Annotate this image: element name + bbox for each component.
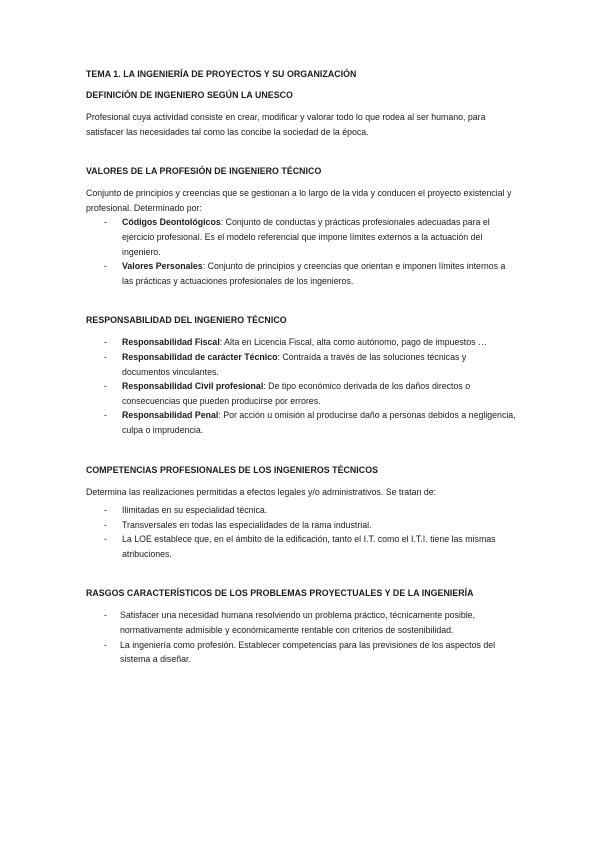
dash-bullet: - bbox=[104, 351, 107, 362]
item-text: La LOE establece que, en el ámbito de la edificación, tanto el I.T. como el I.T.I. tiene las mismas atribuciones. bbox=[122, 534, 496, 559]
item-lead: Códigos Deontológicos bbox=[122, 217, 221, 228]
item-lead: Valores Personales bbox=[122, 261, 203, 272]
section-heading-valores: VALORES DE LA PROFESIÓN DE INGENIERO TÉCNICO bbox=[86, 166, 322, 177]
list-item bbox=[86, 335, 516, 350]
section-heading-responsabilidad: RESPONSABILIDAD DEL INGENIERO TÉCNICO bbox=[86, 315, 287, 326]
item-lead: Responsabilidad Penal bbox=[122, 410, 219, 421]
item-text: : Conjunto de conductas y prácticas profesionales adecuadas para el ejercicio profesional. Es el modelo referencial que impone límites externos a la actuación del ingeniero. bbox=[122, 217, 490, 257]
section-paragraph-competencias: Determina las realizaciones permitidas a efectos legales y/o administrativos. Se tratan de: bbox=[86, 486, 437, 497]
list-item bbox=[86, 638, 516, 667]
list-competencias bbox=[86, 503, 516, 561]
item-lead: Responsabilidad Civil profesional bbox=[122, 381, 264, 392]
section-heading-rasgos: RASGOS CARACTERÍSTICOS DE LOS PROBLEMAS PROYECTUALES Y DE LA INGENIERÍA bbox=[86, 588, 474, 599]
dash-bullet: - bbox=[104, 337, 107, 348]
section-paragraph-valores: Conjunto de principios y creencias que se gestionan a lo largo de la vida y conducen el proyecto existencial y profesional. Determinado por: bbox=[86, 188, 512, 213]
item-text: La ingeniería como profesión. Establecer competencias para las previsiones de los aspectos del sistema a diseñar. bbox=[120, 639, 496, 665]
list-responsabilidad bbox=[86, 335, 516, 437]
list-valores bbox=[86, 215, 516, 288]
list-item bbox=[86, 379, 516, 408]
list-rasgos bbox=[86, 608, 516, 666]
item-text: : Conjunto de principios y creencias que orientan e imponen límites internos a las prácticas y actuaciones profesionales de los ingenieros. bbox=[122, 261, 506, 286]
list-item bbox=[86, 350, 516, 379]
dash-bullet: - bbox=[104, 410, 107, 421]
document-title: TEMA 1. LA INGENIERÍA DE PROYECTOS Y SU ORGANIZACIÓN bbox=[86, 69, 357, 79]
item-text: Transversales en todas las especialidades de la rama industrial. bbox=[122, 519, 372, 530]
dash-bullet: - bbox=[104, 261, 107, 272]
list-item bbox=[86, 408, 516, 437]
item-text: : Por acción u omisión al producirse daño a personas debidos a negligencia, culpa o imprudencia. bbox=[122, 410, 516, 435]
section-paragraph-unesco: Profesional cuya actividad consiste en crear, modificar y valorar todo lo que rodea al ser humano, para satisfacer las necesidades tal como las concibe la sociedad de la época. bbox=[86, 112, 486, 137]
dash-bullet: - bbox=[104, 381, 107, 392]
dash-bullet: - bbox=[104, 534, 107, 545]
list-item bbox=[86, 215, 516, 259]
item-text: : De tipo económico derivada de los daños directos o consecuencias que pueden producirse por errores. bbox=[122, 381, 471, 406]
dash-bullet: - bbox=[104, 217, 107, 228]
dash-bullet: - bbox=[104, 519, 107, 530]
section-heading-unesco: DEFINICIÓN DE INGENIERO SEGÚN LA UNESCO bbox=[86, 90, 293, 100]
list-item bbox=[86, 503, 516, 518]
item-text: : Alta en Licencia Fiscal, alta como autónomo, pago de impuestos … bbox=[219, 337, 487, 348]
dash-bullet: - bbox=[104, 639, 107, 650]
list-item bbox=[86, 608, 516, 637]
dash-bullet: - bbox=[104, 610, 107, 621]
item-text: : Contraída a través de las soluciones técnicas y documentos vinculantes. bbox=[122, 351, 467, 377]
item-lead: Responsabilidad de carácter Técnico bbox=[122, 351, 278, 362]
dash-bullet: - bbox=[104, 505, 107, 516]
list-item bbox=[86, 532, 516, 561]
item-lead: Responsabilidad Fiscal bbox=[122, 337, 220, 348]
item-text: Ilimitadas en su especialidad técnica. bbox=[122, 505, 268, 516]
list-item bbox=[86, 259, 516, 288]
list-item bbox=[86, 518, 516, 533]
item-text: Satisfacer una necesidad humana resolviendo un problema práctico, técnicamente posible, normativamente admisible y económicamente rentable con criterios de sostenibilidad. bbox=[120, 610, 476, 636]
section-heading-competencias: COMPETENCIAS PROFESIONALES DE LOS INGENIEROS TÉCNICOS bbox=[86, 464, 379, 475]
document-page bbox=[86, 68, 516, 667]
